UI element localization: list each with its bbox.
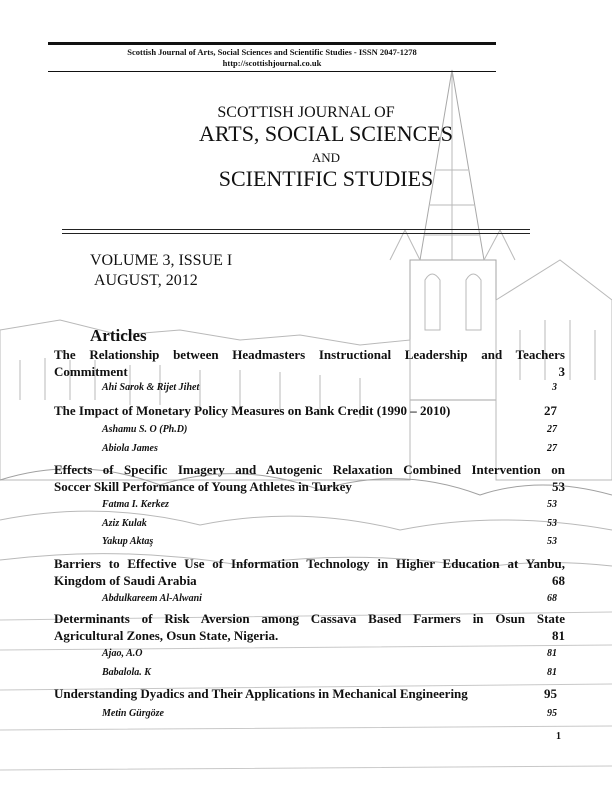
toc-author-row <box>102 536 557 547</box>
toc-article-page: 27 <box>544 403 557 418</box>
toc-author-page: 3 <box>552 382 557 393</box>
toc-author-row <box>102 593 557 604</box>
toc-author-name: Fatma I. Kerkez <box>102 499 169 510</box>
toc-article-title[interactable] <box>54 610 565 644</box>
title-rule-lower <box>62 233 530 234</box>
title-rule-upper <box>62 229 530 230</box>
toc-author-name: Ahi Sarok & Rijet Jihet <box>102 382 200 393</box>
toc-author-page: 53 <box>547 518 557 529</box>
toc-author-name: Ajao, A.O <box>102 648 143 659</box>
toc-article-title-line1: The Relationship between Headmasters Instructional Leadership and Teachers <box>54 347 565 362</box>
toc-author-page: 53 <box>547 499 557 510</box>
header-top-rule <box>48 42 496 45</box>
toc-author-page: 81 <box>547 667 557 678</box>
toc-author-name: Babalola. K <box>102 667 151 678</box>
toc-article-page: 68 <box>552 573 565 588</box>
toc-article-title-line1: Effects of Specific Imagery and Autogenic Relaxation Combined Intervention on <box>54 462 565 477</box>
toc-author-row <box>102 443 557 454</box>
toc-article-title[interactable] <box>54 461 565 495</box>
toc-author-page: 68 <box>547 593 557 604</box>
toc-author-name: Aziz Kulak <box>102 518 147 529</box>
toc-author-row <box>102 648 557 659</box>
journal-title-line1: SCOTTISH JOURNAL OF <box>217 104 395 121</box>
toc-author-name: Metin Gürgöze <box>102 708 164 719</box>
toc-article-title[interactable] <box>54 402 565 419</box>
toc-author-page: 27 <box>547 424 557 435</box>
toc-author-row <box>102 708 557 719</box>
volume-issue: VOLUME 3, ISSUE I <box>90 252 233 269</box>
toc-article-title-line2: Kingdom of Saudi Arabia <box>54 573 197 588</box>
journal-title-line3: AND <box>311 150 341 165</box>
toc-article-page: 81 <box>552 628 565 643</box>
toc-author-page: 81 <box>547 648 557 659</box>
toc-article-title-line2: Commitment <box>54 364 128 379</box>
page-number: 1 <box>556 731 561 742</box>
toc-article-page: 3 <box>558 364 565 379</box>
toc-author-name: Abiola James <box>102 443 158 454</box>
toc-author-row <box>102 518 557 529</box>
toc-article-title-line1: The Impact of Monetary Policy Measures on Bank Credit (1990 – 2010) <box>54 403 451 418</box>
toc-author-name: Yakup Aktaş <box>102 536 154 547</box>
toc-article-title-line1: Determinants of Risk Aversion among Cassava Based Farmers in Osun State <box>54 611 565 626</box>
journal-title-line2: ARTS, SOCIAL SCIENCES <box>199 121 453 146</box>
toc-article-page: 53 <box>552 479 565 494</box>
toc-author-row <box>102 424 557 435</box>
toc-article-title[interactable] <box>54 685 565 702</box>
toc-article-title-line1: Understanding Dyadics and Their Applications in Mechanical Engineering <box>54 686 468 701</box>
journal-title-line4: SCIENTIFIC STUDIES <box>218 166 434 191</box>
toc-article-title-line2: Agricultural Zones, Osun State, Nigeria. <box>54 628 279 643</box>
toc-article-title[interactable] <box>54 346 565 380</box>
toc-article-title-line2: Soccer Skill Performance of Young Athletes in Turkey <box>54 479 352 494</box>
toc-author-name: Ashamu S. O (Ph.D) <box>102 424 188 435</box>
header-bottom-rule <box>48 71 496 72</box>
toc-article-title-line1: Barriers to Effective Use of Information Technology in Higher Education at Yanbu, <box>54 556 565 571</box>
toc-author-name: Abdulkareem Al-Alwani <box>102 593 202 604</box>
toc-author-page: 95 <box>547 708 557 719</box>
issue-date: AUGUST, 2012 <box>94 272 198 289</box>
articles-heading: Articles <box>90 326 147 345</box>
toc-article-title[interactable] <box>54 555 565 589</box>
toc-author-page: 27 <box>547 443 557 454</box>
toc-author-row <box>102 382 557 393</box>
toc-author-row <box>102 499 557 510</box>
toc-article-page: 95 <box>544 686 557 701</box>
toc-author-page: 53 <box>547 536 557 547</box>
running-header-url: http://scottishjournal.co.uk <box>222 58 322 68</box>
running-header-journal: Scottish Journal of Arts, Social Sciences and Scientific Studies - ISSN 2047-1278 <box>127 47 417 57</box>
toc-author-row <box>102 667 557 678</box>
